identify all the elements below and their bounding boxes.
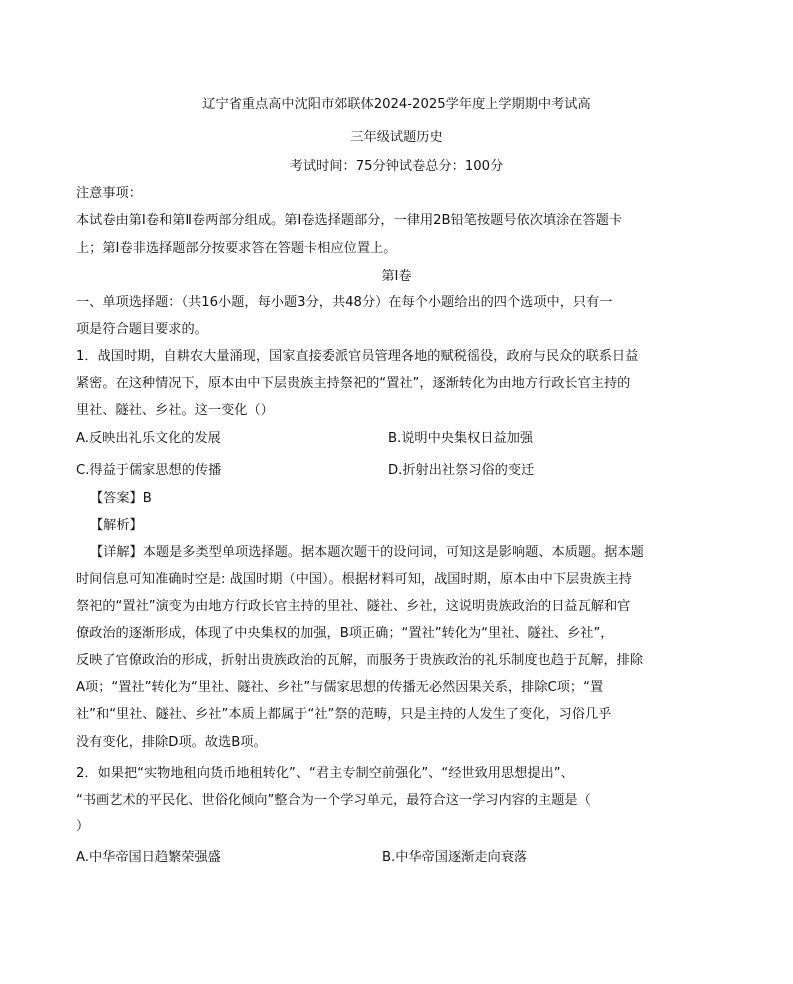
q1-option-c: C.得益于儒家思想的传播 bbox=[76, 463, 222, 478]
exam-info: 考试时间：75分钟试卷总分：100分 bbox=[289, 159, 504, 174]
q2-stem-line-2: “书画艺术的平民化、世俗化倾向”整合为一个学习单元，最符合这一学习内容的主题是（ bbox=[76, 793, 591, 808]
q1-detail-line-3: 祭祀的“置社”演变为由地方行政长官主持的里社、隧社、乡社，这说明贵族政治的日益瓦解和官 bbox=[76, 599, 631, 614]
q1-detail-line-5: 反映了官僚政治的形成，折射出贵族政治的瓦解，而服务于贵族政治的礼乐制度也趋于瓦解，排除 bbox=[76, 653, 644, 668]
q1-stem-line-2: 紧密。在这种情况下，原本由中下层贵族主持祭祀的“置社”，逐渐转化为由地方行政长官主持的 bbox=[76, 376, 631, 391]
q2-option-b: B.中华帝国逐渐走向衰落 bbox=[382, 850, 528, 865]
notice-line-1: 本试卷由第Ⅰ卷和第Ⅱ卷两部分组成。第Ⅰ卷选择题部分，一律用2B铅笔按题号依次填涂在答题卡 bbox=[76, 213, 623, 228]
q1-detail-line-4: 僚政治的逐渐形成，体现了中央集权的加强，B项正确；“置社”转化为“里社、隧社、乡社”， bbox=[76, 626, 614, 641]
q1-detail-line-2: 时间信息可知准确时空是: 战国时期（中国）。根据材料可知，战国时期，原本由中下层贵族主持 bbox=[76, 572, 632, 587]
q1-answer: 【答案】B bbox=[90, 491, 152, 506]
notice-heading: 注意事项： bbox=[76, 186, 142, 201]
q2-option-a: A.中华帝国日趋繁荣强盛 bbox=[76, 850, 221, 865]
section-title: 第Ⅰ卷 bbox=[381, 269, 412, 284]
section-instruction-line-2: 项是符合题目要求的。 bbox=[76, 322, 208, 337]
q1-stem-line-1: 1．战国时期，自耕农大量涌现，国家直接委派官员管理各地的赋税徭役，政府与民众的联系日益 bbox=[76, 349, 639, 364]
q1-analysis-label: 【解析】 bbox=[90, 518, 143, 533]
q1-detail-line-8: 没有变化，排除D项。故选B项。 bbox=[76, 735, 267, 750]
q1-detail-line-6: A项；“置社”转化为“里社、隧社、乡社”与儒家思想的传播无必然因果关系，排除C项；“置 bbox=[76, 680, 604, 695]
q1-detail-line-1: 【详解】本题是多类型单项选择题。据本题次题干的设问词，可知这是影响题、本质题。据本题 bbox=[90, 545, 644, 560]
q1-option-d: D.折射出社祭习俗的变迁 bbox=[388, 463, 535, 478]
q2-stem-line-1: 2．如果把“实物地租向货币地租转化”、“君主专制空前强化”、“经世致用思想提出”、 bbox=[76, 766, 574, 781]
q1-stem-line-3: 里社、隧社、乡社。这一变化（） bbox=[76, 403, 274, 418]
section-instruction-line-1: 一、单项选择题：（共16小题，每小题3分，共48分）在每个小题给出的四个选项中，只有一 bbox=[76, 295, 613, 310]
q2-stem-line-3: ） bbox=[76, 819, 90, 834]
q1-option-b: B.说明中央集权日益加强 bbox=[388, 431, 534, 446]
q1-detail-line-7: 社”和“里社、隧社、乡社”本质上都属于“社”祭的范畴，只是主持的人发生了变化，习俗几乎 bbox=[76, 707, 612, 722]
title-line-2: 三年级试题历史 bbox=[350, 130, 443, 145]
q1-option-a: A.反映出礼乐文化的发展 bbox=[76, 431, 221, 446]
title-line-1: 辽宁省重点高中沈阳市郊联体2024-2025学年度上学期期中考试高 bbox=[202, 97, 591, 112]
notice-line-2: 上；第Ⅰ卷非选择题部分按要求答在答题卡相应位置上。 bbox=[76, 241, 397, 256]
